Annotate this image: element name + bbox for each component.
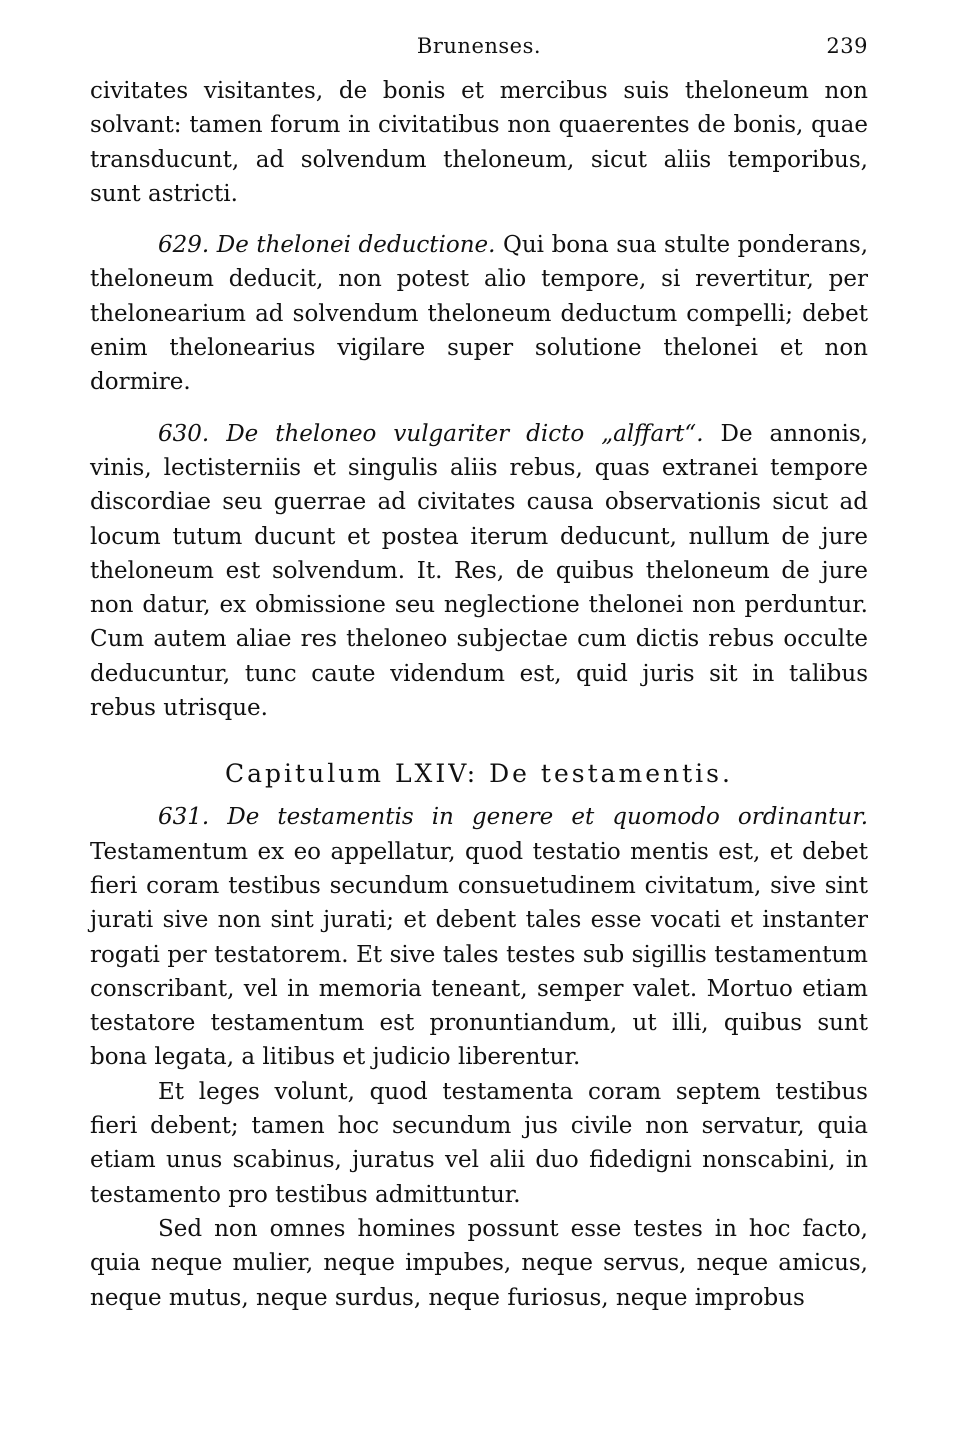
section-text: Qui bona sua stulte ponderans, theloneum deducit, non potest alio tempore, si revertitur, per thelonearium ad solvendum theloneum deductum compelli; debet enim thelonearius vigilare super solutione thelonei et non dormire.: [90, 232, 869, 396]
section-title: De testamentis in genere et quomodo ordinantur.: [227, 804, 868, 831]
section-title: De thelonei deductione.: [216, 232, 496, 259]
paragraph-text: Et leges volunt, quod testamenta coram septem testibus fieri debent; tamen hoc secundum jus civile non servatur, quia etiam unus scabinus, juratus vel alii duo fidedigni nonscabini, in testamento pro testibus admittuntur.: [90, 1078, 868, 1208]
section-title: De theloneo vulgariter dicto „alffart“.: [226, 420, 704, 447]
book-page: [90, 34, 868, 1315]
section-text: Testamentum ex eo appellatur, quod testatio mentis est, et debet fieri coram testibus secundum consuetudinem civitatum, sive sint jurati sive non sint jurati; et debent tales esse vocati et instanter rogati per testatorem. Et sive tales testes sub sigillis testamentum conscribant, vel in memoria teneant, semper valet. Mortuo etiam testatore testamentum est pronuntiandum, ut illi, quibus sunt bona legata, a litibus et judicio liberentur.: [90, 838, 868, 1071]
running-head: [90, 34, 868, 74]
paragraph-leges: [90, 1075, 868, 1212]
paragraph-text: civitates visitantes, de bonis et mercibus suis theloneum non solvant: tamen forum in civitatibus non quaerentes de bonis, quae transducunt, ad solvendum theloneum, sicut aliis temporibus, sunt astricti.: [90, 78, 868, 207]
paragraph-continuation: [90, 74, 868, 211]
paragraph-sed: [90, 1212, 868, 1315]
running-title: Brunenses.: [416, 34, 542, 58]
page-number: 239: [826, 34, 868, 58]
section-number: 631.: [158, 804, 210, 831]
chapter-heading: Capitulum LXIV: De testamentis.: [225, 759, 733, 789]
section-text: De annonis, vinis, lectisterniis et singulis aliis rebus, quas extranei tempore discordiae seu guerrae ad civitates causa observationis sicut ad locum tutum ducunt et postea iterum deducunt, nullum de jure theloneum est solvendum. It. Res, de quibus theloneum de jure non datur, ex obmissione seu neglectione thelonei non perduntur. Cum autem aliae res theloneo subjectae cum dictis rebus occulte deducuntur, tunc caute videndum est, quid juris sit in talibus rebus utrisque.: [90, 420, 869, 722]
section-629: [90, 228, 868, 399]
body-text: [90, 74, 868, 1315]
section-630: [90, 417, 868, 726]
section-631: [90, 800, 868, 1074]
section-number: 629.: [158, 232, 210, 259]
paragraph-text: Sed non omnes homines possunt esse testes in hoc facto, quia neque mulier, neque impubes, neque servus, neque amicus, neque mutus, neque surdus, neque furiosus, neque improbus: [90, 1215, 868, 1311]
section-number: 630.: [158, 420, 210, 447]
